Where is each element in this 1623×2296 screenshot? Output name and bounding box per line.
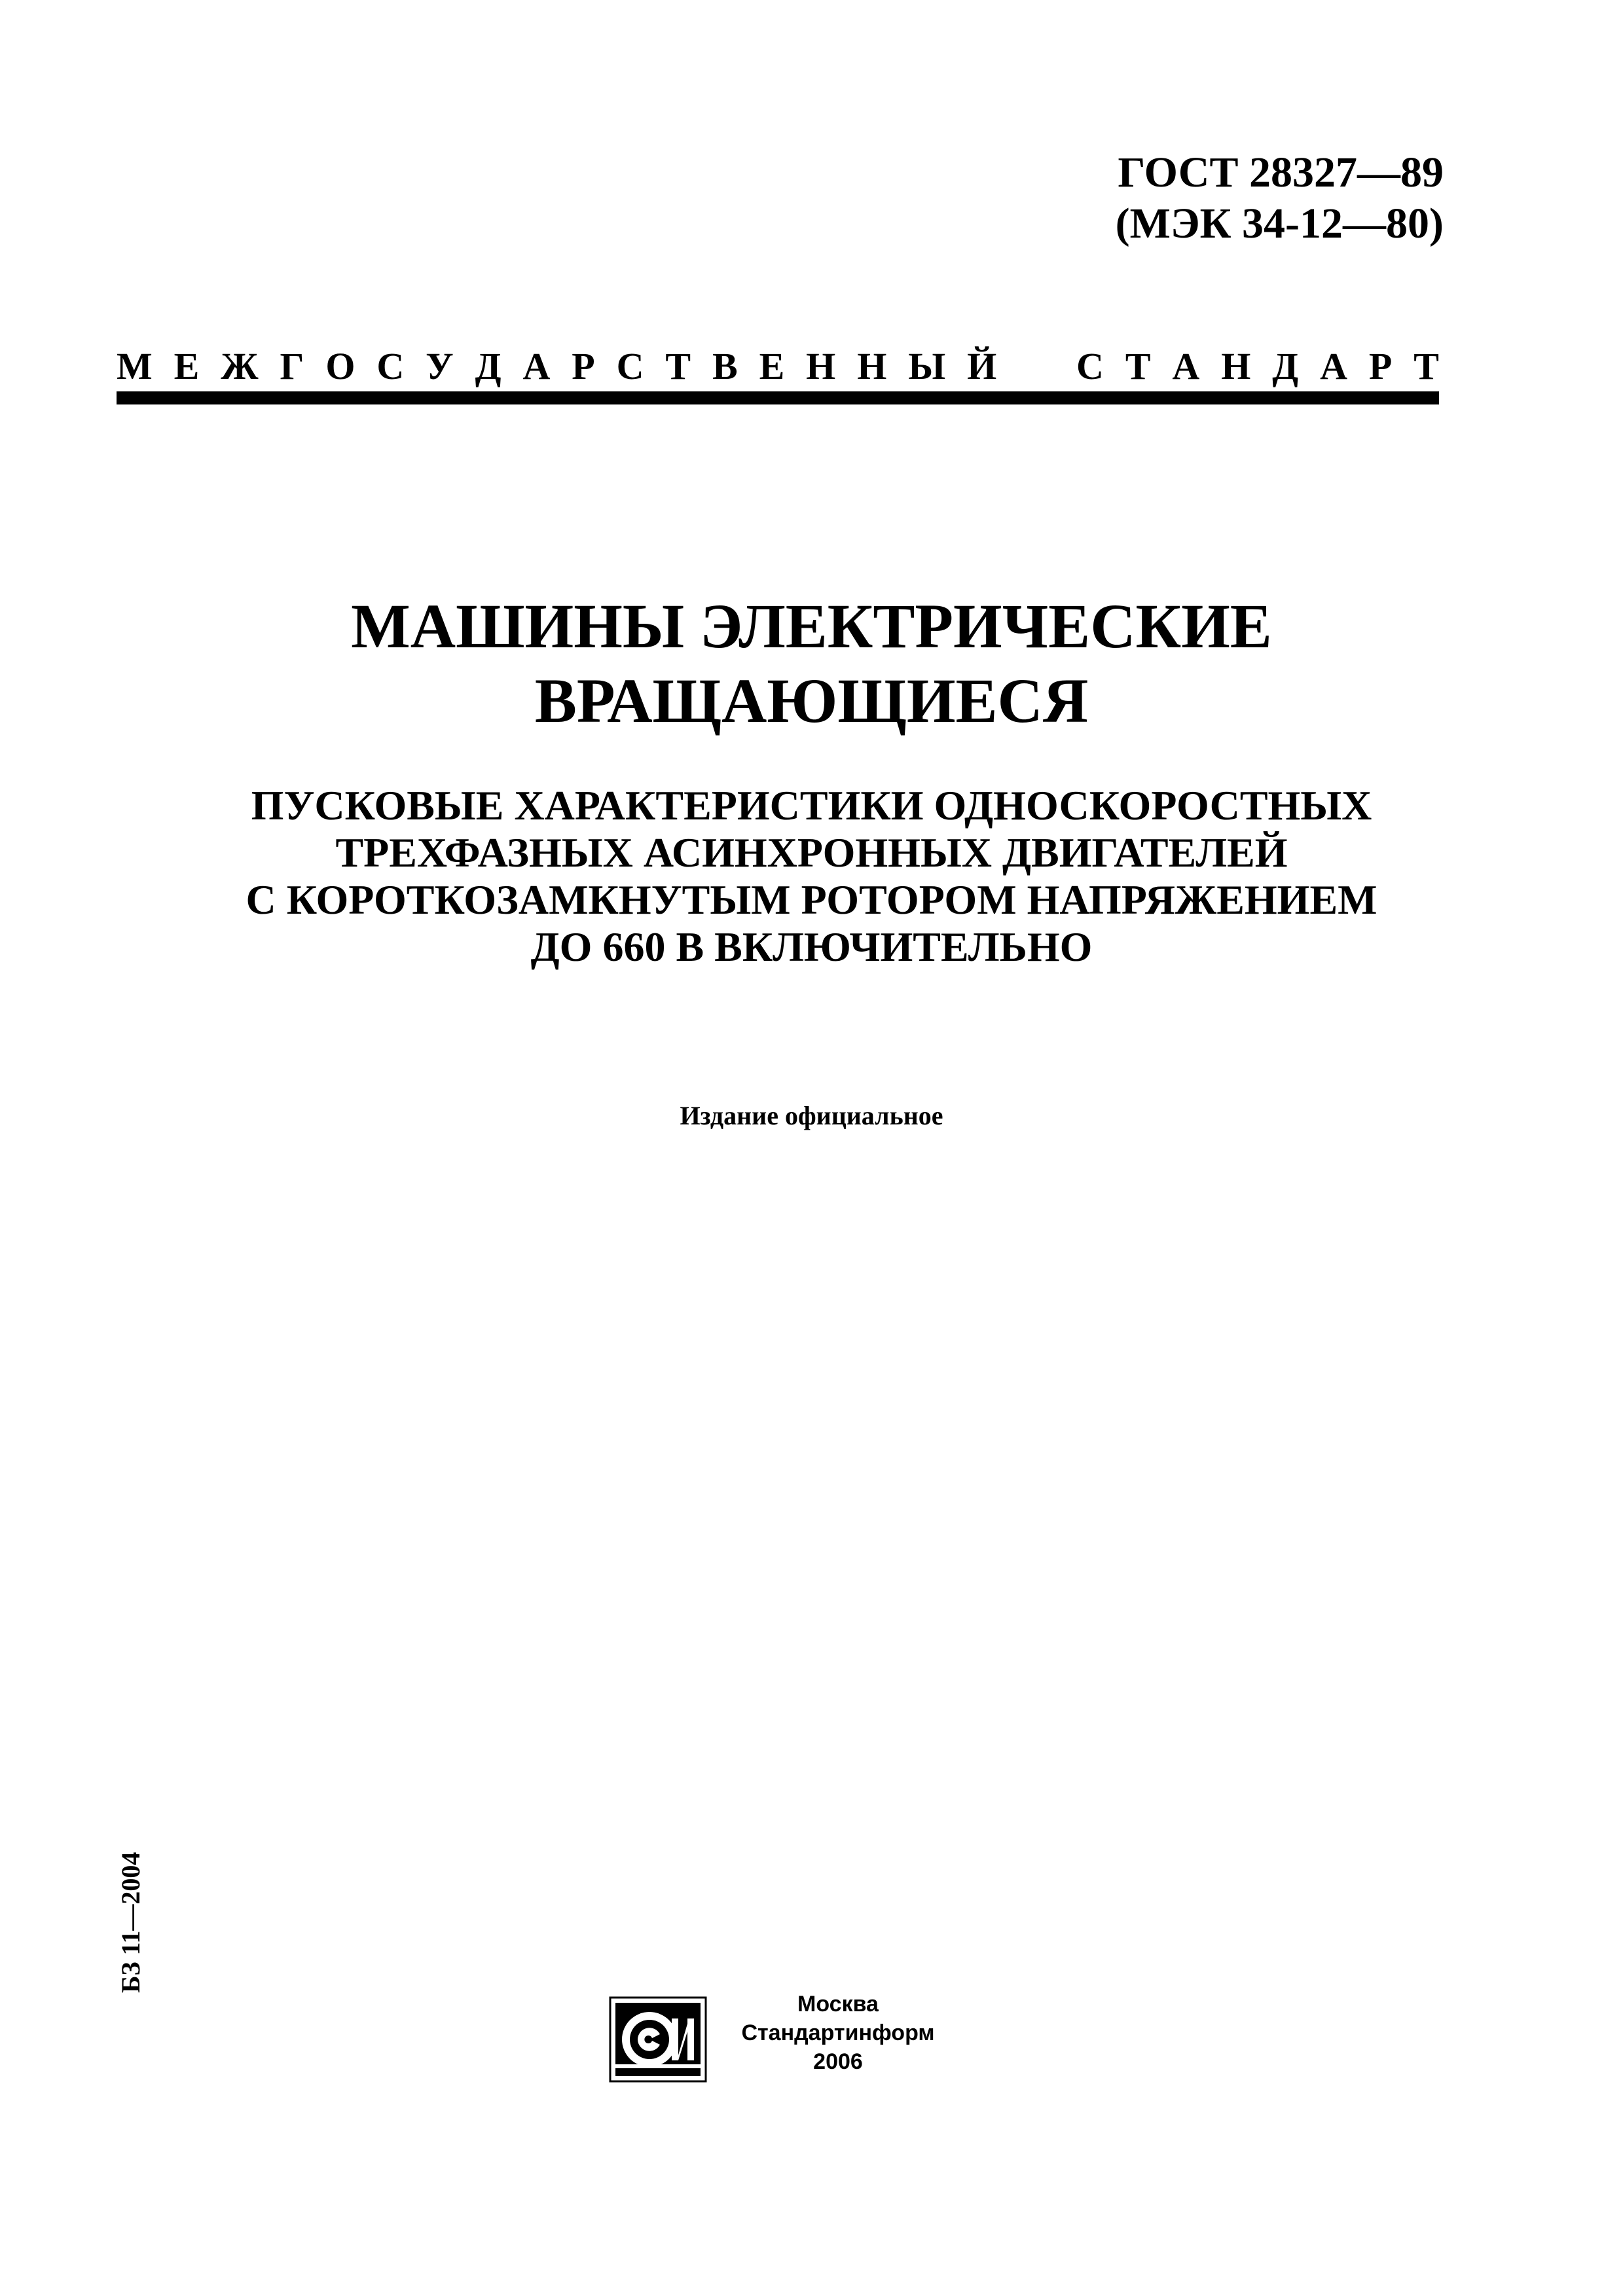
standard-type-letter: Н	[806, 345, 836, 387]
sub-title	[0, 782, 1623, 971]
standard-type-letter: С	[1076, 345, 1104, 387]
heading-rule	[117, 391, 1439, 404]
standard-type-heading	[117, 340, 1439, 393]
standard-type-letter: Р	[572, 345, 595, 387]
standard-type-letter: С	[376, 345, 405, 387]
standard-type-letter: Т	[665, 345, 691, 387]
standard-type-letter: Н	[857, 345, 887, 387]
publisher-city: Москва	[797, 1992, 879, 2017]
standard-type-letter: Ж	[221, 345, 259, 387]
standard-type-letter: А	[1320, 345, 1347, 387]
standard-type-letter: У	[426, 345, 454, 387]
standard-type-letter: Е	[173, 345, 200, 387]
standard-type-letter: М	[117, 345, 153, 387]
main-title-line-2: ВРАЩАЮЩИЕСЯ	[534, 666, 1089, 736]
sub-title-line-2: ТРЕХФАЗНЫХ АСИНХРОННЫХ ДВИГАТЕЛЕЙ	[335, 829, 1288, 876]
side-code	[118, 1777, 144, 2019]
standard-type-letter: Р	[1368, 345, 1393, 387]
sub-title-line-1: ПУСКОВЫЕ ХАРАКТЕРИСТИКИ ОДНОСКОРОСТНЫХ	[251, 782, 1372, 829]
standartinform-logo-icon	[609, 1996, 707, 2083]
standard-type-letter: С	[616, 345, 644, 387]
standard-type-letter: Ы	[908, 345, 946, 387]
standard-type-letter: Г	[280, 345, 304, 387]
iec-number: (МЭК 34-12—80)	[1115, 200, 1444, 247]
standard-type-letter: Д	[1272, 345, 1299, 387]
edition-label: Издание официальное	[680, 1101, 943, 1130]
publisher-year: 2006	[813, 2049, 863, 2074]
standard-type-letter: Е	[759, 345, 785, 387]
gost-number: ГОСТ 28327—89	[1118, 149, 1444, 196]
main-title	[0, 589, 1623, 738]
standard-type-letter: Н	[1221, 345, 1251, 387]
publisher-name: Стандартинформ	[741, 2020, 935, 2045]
standard-type-letter: Т	[1413, 345, 1439, 387]
standard-type-letter: В	[712, 345, 738, 387]
standard-type-letter: Т	[1125, 345, 1151, 387]
standard-type-letter: А	[522, 345, 551, 387]
standard-type-letter: Й	[967, 345, 997, 387]
standard-type-letter: О	[325, 345, 356, 387]
publisher-info	[727, 1990, 949, 2076]
sub-title-line-4: ДО 660 В ВКЛЮЧИТЕЛЬНО	[530, 924, 1093, 970]
document-code	[1116, 147, 1444, 249]
sub-title-line-3: С КОРОТКОЗАМКНУТЫМ РОТОРОМ НАПРЯЖЕНИЕМ	[246, 876, 1377, 923]
side-code-text: БЗ 11—2004	[116, 1852, 145, 1993]
standard-type-letter: Д	[475, 345, 501, 387]
main-title-line-1: МАШИНЫ ЭЛЕКТРИЧЕСКИЕ	[351, 591, 1272, 661]
standard-type-letter: А	[1172, 345, 1200, 387]
